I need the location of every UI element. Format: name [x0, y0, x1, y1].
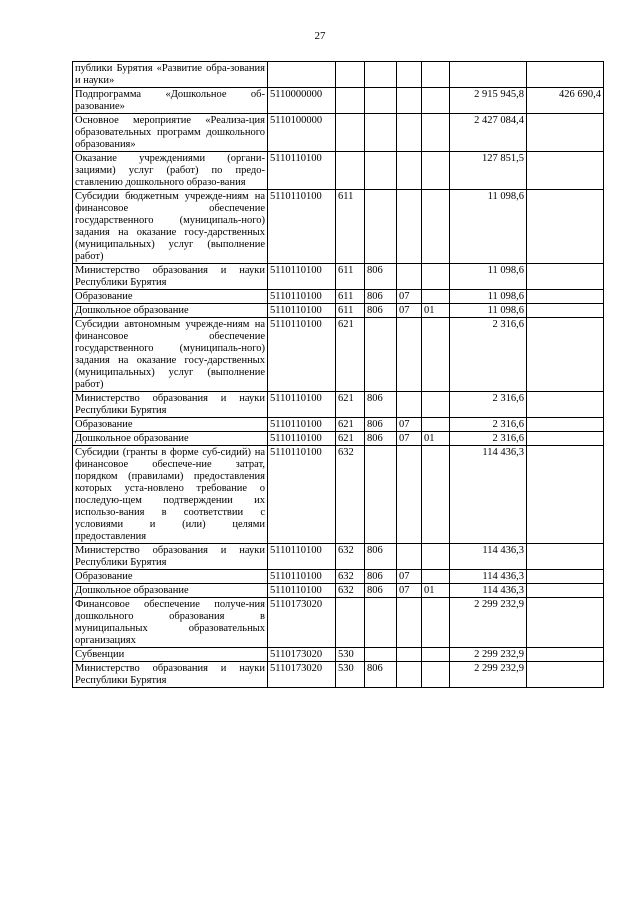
cell-amount: 2 316,6: [450, 318, 527, 392]
cell-subsection: [422, 190, 450, 264]
cell-name: публики Бурятия «Развитие обра-зования и науки»: [73, 62, 268, 88]
cell-expense-type: 611: [336, 304, 365, 318]
cell-amount-extra: [527, 152, 604, 190]
cell-subsection: 01: [422, 304, 450, 318]
cell-target-code: [268, 62, 336, 88]
table-row: [73, 662, 604, 688]
cell-expense-type: [336, 598, 365, 648]
cell-amount-extra: [527, 598, 604, 648]
cell-subsection: [422, 392, 450, 418]
cell-section: [397, 114, 422, 152]
cell-section: 07: [397, 304, 422, 318]
table-row: [73, 114, 604, 152]
cell-expense-type: 611: [336, 264, 365, 290]
cell-target-code: 5110000000: [268, 88, 336, 114]
cell-department-code: [365, 446, 397, 544]
cell-target-code: 5110110100: [268, 304, 336, 318]
cell-department-code: 806: [365, 584, 397, 598]
cell-amount-extra: [527, 392, 604, 418]
table-row: [73, 584, 604, 598]
cell-amount: 2 299 232,9: [450, 648, 527, 662]
table-body: [73, 62, 604, 688]
cell-target-code: 5110110100: [268, 446, 336, 544]
cell-amount-extra: [527, 446, 604, 544]
cell-section: 07: [397, 584, 422, 598]
cell-name: Министерство образования и науки Республики Бурятия: [73, 392, 268, 418]
cell-department-code: [365, 62, 397, 88]
cell-name: Субвенции: [73, 648, 268, 662]
cell-name: Основное мероприятие «Реализа-ция образовательных программ дошкольного образования»: [73, 114, 268, 152]
cell-section: [397, 446, 422, 544]
cell-amount-extra: [527, 584, 604, 598]
cell-name: Дошкольное образование: [73, 304, 268, 318]
table-row: [73, 88, 604, 114]
cell-amount-extra: [527, 544, 604, 570]
cell-department-code: [365, 88, 397, 114]
cell-target-code: 5110110100: [268, 544, 336, 570]
cell-section: [397, 318, 422, 392]
cell-amount: 11 098,6: [450, 290, 527, 304]
cell-target-code: 5110110100: [268, 264, 336, 290]
table-row: [73, 152, 604, 190]
cell-amount-extra: [527, 190, 604, 264]
cell-section: [397, 598, 422, 648]
cell-subsection: [422, 114, 450, 152]
cell-amount: 2 316,6: [450, 418, 527, 432]
cell-name: Оказание учреждениями (органи-зациями) услуг (работ) по предо-ставлению дошкольного образо-вания: [73, 152, 268, 190]
cell-section: [397, 88, 422, 114]
cell-expense-type: 632: [336, 570, 365, 584]
cell-subsection: [422, 598, 450, 648]
cell-amount-extra: [527, 290, 604, 304]
table-row: [73, 62, 604, 88]
cell-target-code: 5110110100: [268, 290, 336, 304]
cell-amount-extra: [527, 114, 604, 152]
cell-name: Субсидии (гранты в форме суб-сидий) на финансовое обеспече-ние затрат, порядком (правилами) предоставления которых уста-новлено требование о последую-щем подтверждении их использо-вания в соответствии с условиями и (или) целями предоставления: [73, 446, 268, 544]
table-row: [73, 544, 604, 570]
cell-section: [397, 190, 422, 264]
table-row: [73, 648, 604, 662]
cell-amount: 2 316,6: [450, 392, 527, 418]
table-row: [73, 598, 604, 648]
cell-department-code: [365, 152, 397, 190]
cell-subsection: [422, 264, 450, 290]
cell-target-code: 5110110100: [268, 318, 336, 392]
cell-name: Образование: [73, 570, 268, 584]
table-row: [73, 318, 604, 392]
cell-name: Дошкольное образование: [73, 584, 268, 598]
table-row: [73, 264, 604, 290]
cell-target-code: 5110173020: [268, 598, 336, 648]
cell-amount-extra: [527, 264, 604, 290]
cell-section: [397, 662, 422, 688]
cell-subsection: [422, 648, 450, 662]
budget-table: [72, 61, 604, 688]
cell-amount: 2 299 232,9: [450, 598, 527, 648]
cell-name: Субсидии бюджетным учрежде-ниям на финансовое обеспечение государственного (муниципаль-ного) задания на оказание госу-дарственных (муниципальных) услуг (выполнение работ): [73, 190, 268, 264]
cell-department-code: [365, 114, 397, 152]
cell-amount: 2 915 945,8: [450, 88, 527, 114]
cell-amount: 2 299 232,9: [450, 662, 527, 688]
cell-amount: 114 436,3: [450, 446, 527, 544]
cell-expense-type: 530: [336, 648, 365, 662]
cell-expense-type: 621: [336, 392, 365, 418]
cell-department-code: [365, 318, 397, 392]
cell-amount-extra: [527, 432, 604, 446]
cell-section: 07: [397, 418, 422, 432]
cell-section: [397, 152, 422, 190]
cell-name: Дошкольное образование: [73, 432, 268, 446]
table-row: [73, 446, 604, 544]
cell-expense-type: 621: [336, 318, 365, 392]
cell-amount: 114 436,3: [450, 570, 527, 584]
table-row: [73, 190, 604, 264]
cell-section: [397, 392, 422, 418]
cell-expense-type: 611: [336, 290, 365, 304]
cell-target-code: 5110110100: [268, 152, 336, 190]
cell-name: Субсидии автономным учрежде-ниям на финансовое обеспечение государственного (муниципаль-ного) задания на оказание госу-дарственных (муниципальных) услуг (выполнение работ): [73, 318, 268, 392]
cell-expense-type: [336, 152, 365, 190]
cell-expense-type: 621: [336, 432, 365, 446]
cell-expense-type: 632: [336, 446, 365, 544]
cell-section: [397, 62, 422, 88]
cell-amount-extra: [527, 662, 604, 688]
cell-target-code: 5110100000: [268, 114, 336, 152]
cell-department-code: 806: [365, 418, 397, 432]
table-row: [73, 432, 604, 446]
cell-department-code: 806: [365, 570, 397, 584]
cell-section: 07: [397, 570, 422, 584]
cell-section: 07: [397, 290, 422, 304]
page-number: 27: [314, 30, 326, 42]
cell-department-code: 806: [365, 432, 397, 446]
cell-amount: 114 436,3: [450, 584, 527, 598]
cell-subsection: [422, 570, 450, 584]
table-row: [73, 570, 604, 584]
cell-department-code: 806: [365, 264, 397, 290]
cell-subsection: [422, 62, 450, 88]
cell-amount-extra: [527, 418, 604, 432]
cell-expense-type: [336, 114, 365, 152]
cell-department-code: 806: [365, 662, 397, 688]
cell-amount: 2 316,6: [450, 432, 527, 446]
cell-department-code: [365, 598, 397, 648]
cell-subsection: [422, 88, 450, 114]
cell-amount: 2 427 084,4: [450, 114, 527, 152]
cell-subsection: [422, 544, 450, 570]
cell-expense-type: 632: [336, 544, 365, 570]
cell-amount-extra: [527, 648, 604, 662]
cell-subsection: [422, 152, 450, 190]
cell-target-code: 5110110100: [268, 418, 336, 432]
cell-name: Министерство образования и науки Республики Бурятия: [73, 662, 268, 688]
cell-subsection: 01: [422, 432, 450, 446]
cell-name: Образование: [73, 418, 268, 432]
cell-subsection: [422, 318, 450, 392]
cell-department-code: 806: [365, 392, 397, 418]
cell-department-code: [365, 648, 397, 662]
cell-section: [397, 648, 422, 662]
cell-name: Министерство образования и науки Республики Бурятия: [73, 544, 268, 570]
cell-name: Подпрограмма «Дошкольное об-разование»: [73, 88, 268, 114]
cell-expense-type: 611: [336, 190, 365, 264]
cell-expense-type: 621: [336, 418, 365, 432]
cell-subsection: [422, 290, 450, 304]
cell-amount: 11 098,6: [450, 190, 527, 264]
cell-amount: 11 098,6: [450, 304, 527, 318]
table-row: [73, 290, 604, 304]
table-row: [73, 392, 604, 418]
cell-section: [397, 264, 422, 290]
cell-amount-extra: [527, 304, 604, 318]
table-row: [73, 304, 604, 318]
cell-name: Образование: [73, 290, 268, 304]
table-row: [73, 418, 604, 432]
cell-department-code: 806: [365, 304, 397, 318]
cell-department-code: 806: [365, 544, 397, 570]
cell-target-code: 5110110100: [268, 570, 336, 584]
cell-section: [397, 544, 422, 570]
cell-expense-type: 632: [336, 584, 365, 598]
cell-expense-type: [336, 88, 365, 114]
cell-target-code: 5110173020: [268, 648, 336, 662]
cell-subsection: 01: [422, 584, 450, 598]
cell-target-code: 5110173020: [268, 662, 336, 688]
cell-department-code: [365, 190, 397, 264]
cell-amount: 127 851,5: [450, 152, 527, 190]
cell-target-code: 5110110100: [268, 190, 336, 264]
cell-amount: 114 436,3: [450, 544, 527, 570]
cell-subsection: [422, 418, 450, 432]
cell-amount-extra: 426 690,4: [527, 88, 604, 114]
cell-target-code: 5110110100: [268, 432, 336, 446]
cell-expense-type: [336, 62, 365, 88]
cell-amount-extra: [527, 62, 604, 88]
cell-target-code: 5110110100: [268, 392, 336, 418]
cell-name: Министерство образования и науки Республики Бурятия: [73, 264, 268, 290]
cell-section: 07: [397, 432, 422, 446]
cell-amount: [450, 62, 527, 88]
cell-target-code: 5110110100: [268, 584, 336, 598]
cell-amount-extra: [527, 570, 604, 584]
cell-amount: 11 098,6: [450, 264, 527, 290]
cell-department-code: 806: [365, 290, 397, 304]
cell-subsection: [422, 446, 450, 544]
cell-subsection: [422, 662, 450, 688]
cell-name: Финансовое обеспечение получе-ния дошкольного образования в муниципальных образовательных организациях: [73, 598, 268, 648]
cell-amount-extra: [527, 318, 604, 392]
cell-expense-type: 530: [336, 662, 365, 688]
